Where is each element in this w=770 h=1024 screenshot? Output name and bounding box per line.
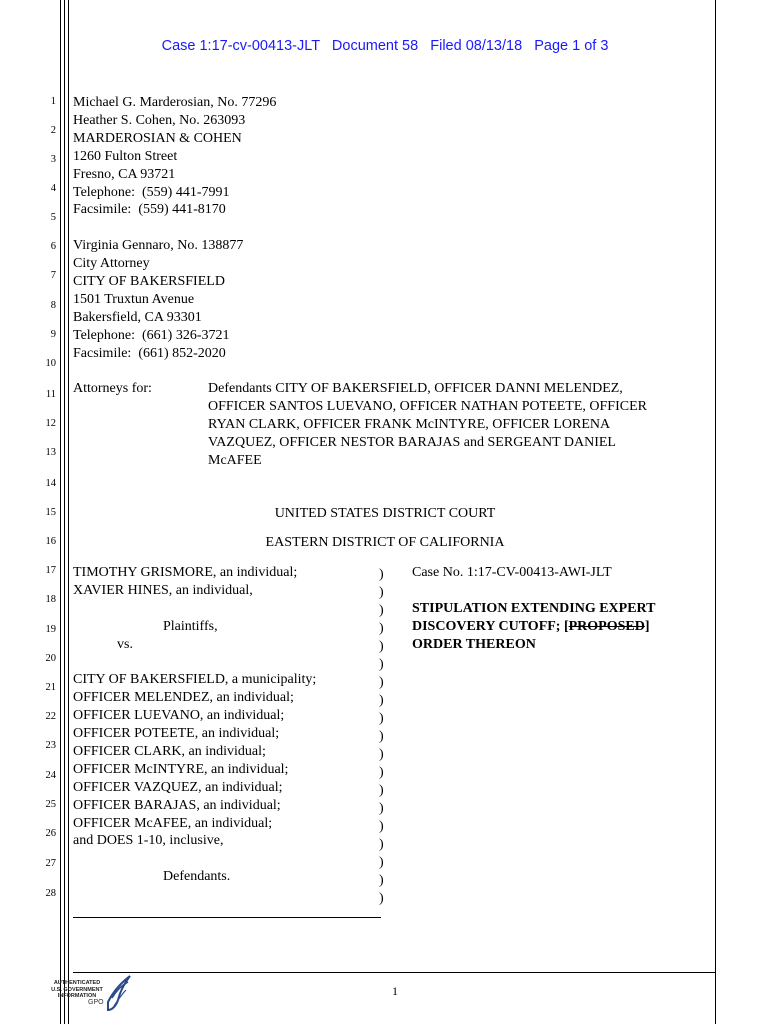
line-number: 25 — [45, 799, 56, 810]
document-title-line: STIPULATION EXTENDING EXPERT — [412, 601, 656, 616]
page-number: 1 — [392, 984, 398, 998]
line-number: 4 — [50, 183, 56, 194]
counsel-line: CITY OF BAKERSFIELD — [73, 274, 225, 289]
attorneys-for-line: McAFEE — [208, 453, 262, 468]
line-number: 2 — [50, 125, 56, 136]
line-number: 8 — [50, 300, 56, 311]
gpo-eagle-icon — [104, 972, 132, 1012]
footer-rule — [73, 972, 716, 973]
defendant-line: OFFICER POTEETE, an individual; — [73, 726, 280, 741]
counsel-line: 1501 Truxtun Avenue — [73, 292, 195, 307]
line-number: 3 — [50, 154, 56, 165]
line-number: 16 — [45, 536, 56, 547]
attorneys-for-line: RYAN CLARK, OFFICER FRANK McINTYRE, OFFICER LORENA — [208, 417, 611, 432]
versus-label: vs. — [117, 637, 133, 652]
line-number: 5 — [50, 212, 56, 223]
line-number: 17 — [45, 565, 56, 576]
plaintiff-line: XAVIER HINES, an individual, — [73, 583, 253, 598]
line-number: 24 — [45, 770, 56, 781]
counsel-line: MARDEROSIAN & COHEN — [73, 131, 242, 146]
counsel-line: City Attorney — [73, 256, 150, 271]
defendant-line: OFFICER LUEVANO, an individual; — [73, 708, 285, 723]
line-number: 23 — [45, 740, 56, 751]
line-number: 18 — [45, 594, 56, 605]
line-number: 6 — [50, 241, 56, 252]
document-title-line: ORDER THEREON — [412, 637, 536, 652]
counsel-line: Facsimile: (559) 441-8170 — [73, 202, 226, 217]
defendant-line: and DOES 1-10, inclusive, — [73, 833, 224, 848]
counsel-line: Fresno, CA 93721 — [73, 167, 176, 182]
defendant-line: OFFICER BARAJAS, an individual; — [73, 798, 281, 813]
line-number: 10 — [45, 358, 56, 369]
caption-underline — [73, 917, 381, 918]
defendants-label: Defendants. — [163, 869, 231, 884]
line-number: 12 — [45, 418, 56, 429]
district-name: EASTERN DISTRICT OF CALIFORNIA — [265, 535, 505, 550]
plaintiffs-label: Plaintiffs, — [163, 619, 218, 634]
line-number: 26 — [45, 828, 56, 839]
attorneys-for-line: Defendants CITY OF BAKERSFIELD, OFFICER DANNI MELENDEZ, — [208, 381, 623, 396]
counsel-line: Heather S. Cohen, No. 263093 — [73, 113, 246, 128]
counsel-line: 1260 Fulton Street — [73, 149, 178, 164]
counsel-line: Virginia Gennaro, No. 138877 — [73, 238, 244, 253]
counsel-line: Bakersfield, CA 93301 — [73, 310, 202, 325]
line-number: 28 — [45, 888, 56, 899]
line-number: 13 — [45, 447, 56, 458]
defendant-line: OFFICER McAFEE, an individual; — [73, 816, 273, 831]
line-number: 14 — [45, 478, 56, 489]
attorneys-for-line: OFFICER SANTOS LUEVANO, OFFICER NATHAN POTEETE, OFFICER — [208, 399, 647, 414]
line-number: 20 — [45, 653, 56, 664]
counsel-line: Telephone: (559) 441-7991 — [73, 185, 230, 200]
attorneys-for-label: Attorneys for: — [73, 381, 152, 396]
case-number: Case No. 1:17-CV-00413-AWI-JLT — [412, 565, 612, 580]
counsel-line: Telephone: (661) 326-3721 — [73, 328, 230, 343]
counsel-line: Michael G. Marderosian, No. 77296 — [73, 95, 277, 110]
defendant-line: OFFICER MELENDEZ, an individual; — [73, 690, 294, 705]
proposed-strikethrough: PROPOSED — [568, 619, 645, 634]
line-number: 15 — [45, 507, 56, 518]
court-name: UNITED STATES DISTRICT COURT — [274, 506, 496, 521]
counsel-line: Facsimile: (661) 852-2020 — [73, 346, 226, 361]
ecf-header: Case 1:17-cv-00413-JLT Document 58 Filed 08/13/18 Page 1 of 3 — [161, 38, 609, 54]
defendant-line: OFFICER CLARK, an individual; — [73, 744, 266, 759]
line-number: 11 — [45, 389, 56, 400]
line-number: 21 — [45, 682, 56, 693]
line-number: 9 — [50, 329, 56, 340]
line-number: 7 — [50, 270, 56, 281]
gpo-authentication-seal: AUTHENTICATED U.S. GOVERNMENT INFORMATION GPO — [40, 972, 132, 1016]
line-number: 22 — [45, 711, 56, 722]
defendant-line: CITY OF BAKERSFIELD, a municipality; — [73, 672, 317, 687]
defendant-line: OFFICER VAZQUEZ, an individual; — [73, 780, 283, 795]
caption-paren-column: ) ) ) ) ) ) ) ) ) ) ) ) ) ) ) ) ) ) ) — [379, 567, 384, 906]
line-number: 27 — [45, 858, 56, 869]
document-title-line: DISCOVERY CUTOFF; [PROPOSED] — [412, 619, 650, 634]
line-number: 19 — [45, 624, 56, 635]
attorneys-for-line: VAZQUEZ, OFFICER NESTOR BARAJAS and SERGEANT DANIEL — [208, 435, 616, 450]
line-number: 1 — [50, 96, 56, 107]
defendant-line: OFFICER McINTYRE, an individual; — [73, 762, 289, 777]
plaintiff-line: TIMOTHY GRISMORE, an individual; — [73, 565, 298, 580]
